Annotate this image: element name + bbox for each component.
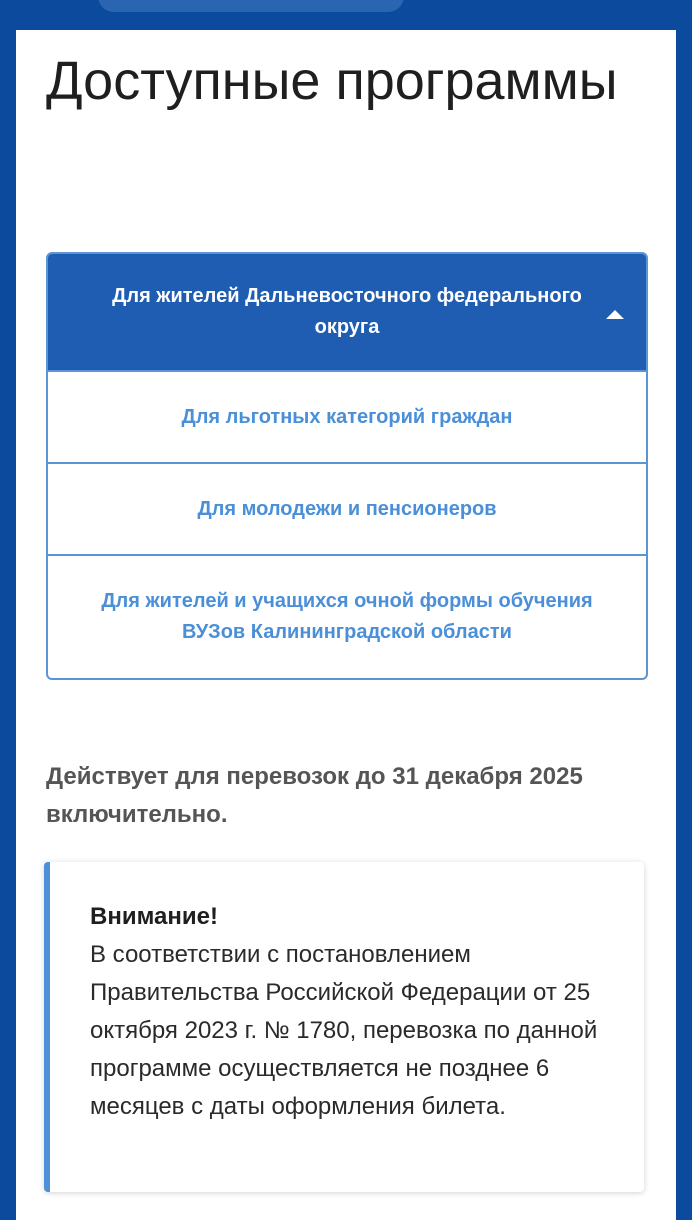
program-item-youth-pensioners[interactable] [48,464,646,556]
content-panel [16,30,676,1220]
program-item-kaliningrad-students[interactable] [48,556,646,678]
program-item-label: Для жителей Дальневосточного федерального округа [112,285,582,338]
programs-accordion [46,252,648,680]
notice-text: В соответствии с постановлением Правительства Российской Федерации от 25 октября 2023 г. № 1780, перевозка по данной программе осуществляется не позднее 6 месяцев с даты оформления билета. [90,941,598,1120]
notice-title: Внимание! [90,903,218,930]
program-item-label: Для молодежи и пенсионеров [197,497,497,520]
validity-text: Действует для перевозок до 31 декабря 2025 включительно. [46,763,583,828]
program-item-far-east[interactable] [48,254,646,372]
program-item-label: Для жителей и учащихся очной формы обучения ВУЗов Калининградской области [101,590,593,643]
caret-up-icon [606,310,624,319]
page-title: Доступные программы [46,51,618,111]
top-search-pill[interactable] [98,0,404,12]
program-item-benefit-categories[interactable] [48,372,646,464]
notice-box [44,862,644,1192]
program-item-label: Для льготных категорий граждан [181,405,513,428]
